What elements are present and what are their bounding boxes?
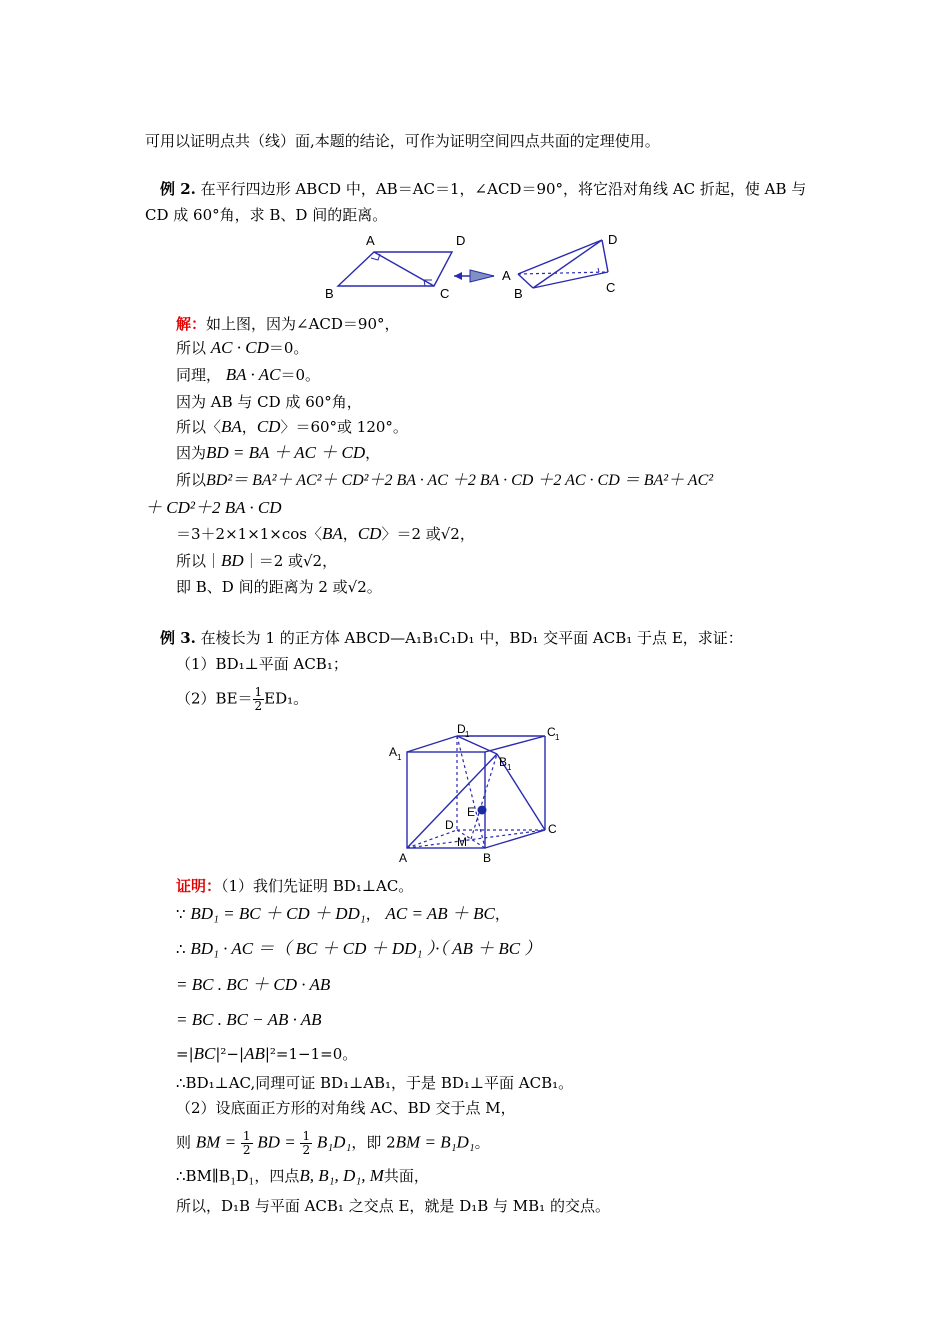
solution-line-1 bbox=[176, 314, 400, 334]
proof-line-4 bbox=[176, 975, 330, 995]
intro-text: 可用以证明点共（线）面,本题的结论，可作为证明空间四点共面的定理使用。 bbox=[145, 132, 660, 150]
solution-text: 同理， bbox=[176, 366, 222, 384]
proof-line-3 bbox=[176, 939, 541, 959]
sqrt-expression: √2 bbox=[440, 525, 460, 543]
left-fig-label-a: A bbox=[366, 233, 375, 248]
right-fig-label-a: A bbox=[502, 268, 511, 283]
cube-sub: 1 bbox=[507, 763, 512, 772]
vector-expression: CD bbox=[256, 417, 281, 436]
solution-text: 〉＝2 或 bbox=[381, 525, 441, 543]
left-fig-label-d: D bbox=[456, 233, 466, 248]
proof-text: =| bbox=[176, 1045, 194, 1063]
solution-line-8 bbox=[145, 498, 282, 518]
left-fig-label-b: B bbox=[325, 286, 334, 301]
proof-line-2 bbox=[176, 904, 510, 924]
example-3-text: 在棱长为 1 的正方体 ABCD—A₁B₁C₁D₁ 中，BD₁ 交平面 ACB₁ 于点 E，求证： bbox=[200, 629, 743, 647]
cube-label-c1: C bbox=[547, 725, 556, 739]
proof-text: ，即 2 bbox=[351, 1133, 396, 1152]
cube-figure bbox=[385, 722, 575, 870]
solution-text: 所以 bbox=[176, 339, 207, 357]
vector-expression: CD bbox=[357, 524, 382, 543]
solution-line-4: 因为 AB 与 CD 成 60°角， bbox=[176, 393, 362, 411]
example-2-statement-line1 bbox=[160, 179, 806, 199]
proof-text: ， bbox=[365, 905, 381, 923]
vector-expression: BD = bbox=[257, 1132, 296, 1152]
solution-text-1: 如上图，因为∠ACD＝90°， bbox=[206, 315, 400, 333]
proof-line-1 bbox=[176, 876, 413, 896]
sqrt-expression: √2 bbox=[303, 552, 323, 570]
example-3-label: 例 3. bbox=[160, 629, 196, 647]
vector-expression: BD₁ · AC ＝（ BC ＋ CD ＋ DD₁ ）·（ AB ＋ BC ） bbox=[190, 939, 542, 958]
solution-line-2 bbox=[176, 338, 308, 358]
solution-text: 因为 bbox=[176, 444, 207, 462]
solution-label: 解： bbox=[176, 315, 207, 333]
parallelogram-fold-figure bbox=[322, 230, 632, 302]
proof-line-6 bbox=[176, 1044, 357, 1064]
cube-label-a: A bbox=[399, 851, 408, 865]
example-2-statement-line2: CD 成 60°角，求 B、D 间的距离。 bbox=[145, 206, 388, 224]
cube-label-d: D bbox=[445, 818, 454, 832]
proof-text: ∵ bbox=[176, 905, 186, 923]
proof-label: 证明： bbox=[176, 877, 222, 895]
proof-line-10 bbox=[176, 1166, 429, 1186]
solution-text: ＝0。 bbox=[280, 366, 320, 384]
vector-expression: BM = bbox=[195, 1132, 237, 1152]
cube-label-c: C bbox=[548, 822, 557, 836]
proof-text: |²=1−1=0。 bbox=[264, 1045, 358, 1063]
solution-line-9 bbox=[176, 524, 475, 544]
vector-expression: BM = B₁D₁ bbox=[395, 1132, 475, 1152]
solution-text: 。 bbox=[366, 578, 382, 596]
example-3-question-2 bbox=[176, 686, 308, 713]
vector-expression: BD bbox=[221, 551, 244, 570]
question-text: ED₁。 bbox=[264, 689, 309, 708]
vector-expression: = BC . BC − AB · AB bbox=[176, 1010, 322, 1029]
vector-expression: = BC . BC ＋ CD · AB bbox=[176, 975, 331, 994]
solution-text: ＝3＋2×1×1×cos〈 bbox=[176, 525, 323, 543]
proof-text: 则 bbox=[176, 1133, 192, 1152]
solution-text: 所以 bbox=[176, 471, 207, 489]
proof-text: ∴BM∥ bbox=[176, 1167, 219, 1185]
vector-expression: B₁D₁ bbox=[218, 1166, 255, 1185]
solution-text: ， bbox=[322, 552, 338, 570]
solution-text: 所以｜ bbox=[176, 552, 222, 570]
vector-expression: BA · AC bbox=[225, 365, 281, 384]
right-fig-label-b: B bbox=[514, 286, 523, 301]
proof-line-11: 所以，D₁B 与平面 ACB₁ 之交点 E，就是 D₁B 与 MB₁ 的交点。 bbox=[176, 1197, 610, 1215]
proof-text: 。 bbox=[474, 1133, 490, 1152]
solution-text: ， bbox=[342, 525, 358, 543]
fraction: $\frac{1}{2}$ bbox=[242, 1129, 251, 1157]
solution-text: 所以〈 bbox=[176, 418, 222, 436]
solution-line-11 bbox=[176, 577, 382, 597]
proof-line-8: （2）设底面正方形的对角线 AC、BD 交于点 M， bbox=[176, 1099, 516, 1117]
solution-text: 即 B、D 间的距离为 2 或 bbox=[176, 578, 348, 596]
right-fig-label-d: D bbox=[608, 232, 618, 247]
right-fig-label-c: C bbox=[606, 280, 616, 295]
solution-text: ， bbox=[459, 525, 475, 543]
example-2-label: 例 2. bbox=[160, 180, 196, 198]
vector-expression: AC = AB ＋ BC bbox=[385, 904, 495, 923]
example-3-question-1: （1）BD₁⊥平面 ACB₁； bbox=[176, 655, 348, 673]
vector-expression: BA bbox=[322, 524, 343, 543]
vector-expression: AB bbox=[244, 1044, 265, 1063]
cube-label-a1: A bbox=[389, 745, 398, 759]
cube-label-m: M bbox=[457, 835, 467, 849]
proof-text: ，四点 bbox=[254, 1167, 300, 1185]
proof-line-9 bbox=[176, 1130, 490, 1157]
question-text: （2）BE＝ bbox=[176, 689, 253, 708]
solution-line-7 bbox=[176, 470, 713, 491]
solution-line-10 bbox=[176, 551, 337, 571]
proof-text: （1）我们先证明 BD₁⊥AC。 bbox=[221, 877, 414, 895]
solution-text: ｜＝2 或 bbox=[243, 552, 303, 570]
example-3-statement bbox=[160, 628, 743, 648]
proof-text: |²−| bbox=[215, 1045, 245, 1063]
cube-label-d1: D bbox=[457, 722, 466, 736]
proof-text: ∴ bbox=[176, 940, 186, 958]
proof-text: ， bbox=[494, 905, 510, 923]
solution-text: ， bbox=[241, 418, 257, 436]
example-2-text: 在平行四边形 ABCD 中，AB＝AC＝1，∠ACD＝90°，将它沿对角线 AC 折起，使 AB 与 bbox=[200, 180, 807, 198]
vector-expression: AC · CD bbox=[210, 338, 269, 357]
vector-expression: BA bbox=[221, 417, 242, 436]
cube-sub: 1 bbox=[397, 753, 402, 762]
solution-line-5 bbox=[176, 417, 408, 437]
solution-line-6 bbox=[176, 443, 380, 463]
solution-text: ＝0。 bbox=[268, 339, 309, 357]
vector-expression: BD²＝ BA²＋ AC²＋ CD²＋2 BA · AC ＋2 BA · CD ＋2 AC · CD ＝ BA²＋ AC² bbox=[206, 472, 714, 489]
vector-expression: BC bbox=[193, 1044, 216, 1063]
sqrt-expression: √2 bbox=[347, 578, 367, 596]
left-fig-label-c: C bbox=[440, 286, 450, 301]
cube-label-b1: B bbox=[499, 755, 508, 769]
solution-line-3 bbox=[176, 365, 320, 385]
vector-expression: ＋ CD²＋2 BA · CD bbox=[145, 498, 282, 517]
cube-label-e: E bbox=[467, 805, 476, 819]
vector-expression: BD = BA ＋ AC ＋ CD bbox=[206, 443, 366, 462]
cube-sub: 1 bbox=[465, 730, 470, 739]
solution-text: ， bbox=[365, 444, 381, 462]
vector-expression: B, B₁, D₁, M bbox=[299, 1166, 384, 1185]
cube-label-b: B bbox=[483, 851, 492, 865]
cube-sub: 1 bbox=[555, 733, 560, 742]
solution-text: 〉＝60°或 120°。 bbox=[280, 418, 408, 436]
proof-line-7: ∴BD₁⊥AC,同理可证 BD₁⊥AB₁，于是 BD₁⊥平面 ACB₁。 bbox=[176, 1074, 574, 1092]
vector-expression: BD₁ = BC ＋ CD ＋ DD₁ bbox=[190, 904, 366, 923]
fraction: $\frac{1}{2}$ bbox=[302, 1129, 311, 1157]
fraction: $\frac{1}{2}$ bbox=[254, 685, 263, 713]
proof-text: 共面， bbox=[383, 1167, 429, 1185]
vector-expression: B₁D₁ bbox=[316, 1132, 352, 1152]
proof-line-5 bbox=[176, 1010, 322, 1030]
